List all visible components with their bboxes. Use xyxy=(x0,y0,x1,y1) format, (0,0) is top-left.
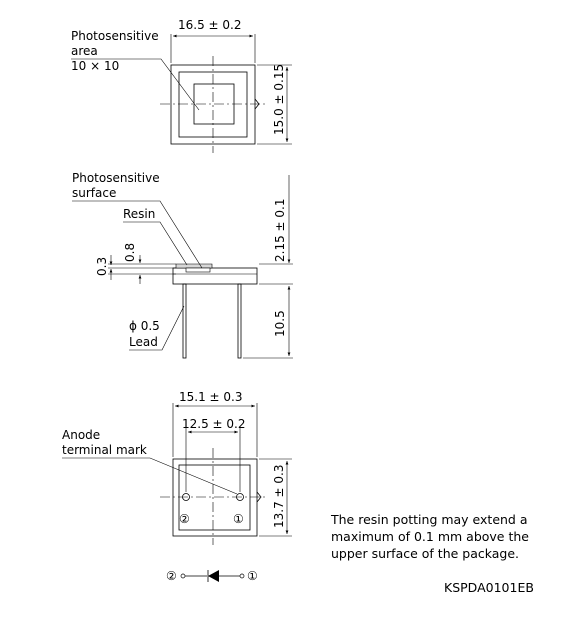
note-line-2: maximum of 0.1 mm above the xyxy=(331,529,529,544)
anode-label-1: Anode xyxy=(62,428,101,442)
photosensitive-area-size: 10 × 10 xyxy=(71,59,120,73)
photosensitive-area-label-2: area xyxy=(71,44,98,58)
side-view xyxy=(72,171,293,358)
diode-symbol xyxy=(166,569,258,583)
lead-label: Lead xyxy=(129,335,158,349)
outer-width-dim: 15.1 ± 0.3 xyxy=(179,390,243,404)
top-view xyxy=(71,18,292,153)
side-height-dim: 2.15 ± 0.1 xyxy=(273,198,287,262)
anode-label-2: terminal mark xyxy=(62,443,147,457)
drawing-code: KSPDA0101EB xyxy=(444,580,534,595)
lead-right xyxy=(238,284,241,358)
pin-2-label: ② xyxy=(179,512,190,526)
surface-label-1: Photosensitive xyxy=(72,171,160,185)
chip xyxy=(186,268,210,272)
symbol-pin-2: ② xyxy=(166,569,177,583)
lead-left xyxy=(183,284,186,358)
pin-pitch-dim: 12.5 ± 0.2 xyxy=(182,417,246,431)
symbol-pin-1: ① xyxy=(247,569,258,583)
top-height-dim: 15.0 ± 0.15 xyxy=(272,63,286,135)
lead-length-dim: 10.5 xyxy=(273,310,287,337)
diode-triangle xyxy=(208,570,219,582)
bottom-height-dim: 13.7 ± 0.3 xyxy=(272,464,286,528)
bottom-view xyxy=(62,390,292,545)
note-line-1: The resin potting may extend a xyxy=(331,512,528,527)
note-line-3: upper surface of the package. xyxy=(331,546,520,561)
pin-1-label: ① xyxy=(233,512,244,526)
top-width-dim: 16.5 ± 0.2 xyxy=(178,18,242,32)
resin-layer xyxy=(176,264,212,268)
lead-diameter-label: ϕ 0.5 xyxy=(129,319,160,333)
photosensitive-area-label-1: Photosensitive xyxy=(71,29,159,43)
resin-label: Resin xyxy=(123,207,156,221)
package-body xyxy=(173,268,257,284)
dim-0-3: 0.3 xyxy=(95,256,109,276)
anode-leader-line xyxy=(62,458,237,494)
resin-note xyxy=(331,511,561,562)
surface-label-2: surface xyxy=(72,186,117,200)
dim-0-8: 0.8 xyxy=(123,242,137,262)
